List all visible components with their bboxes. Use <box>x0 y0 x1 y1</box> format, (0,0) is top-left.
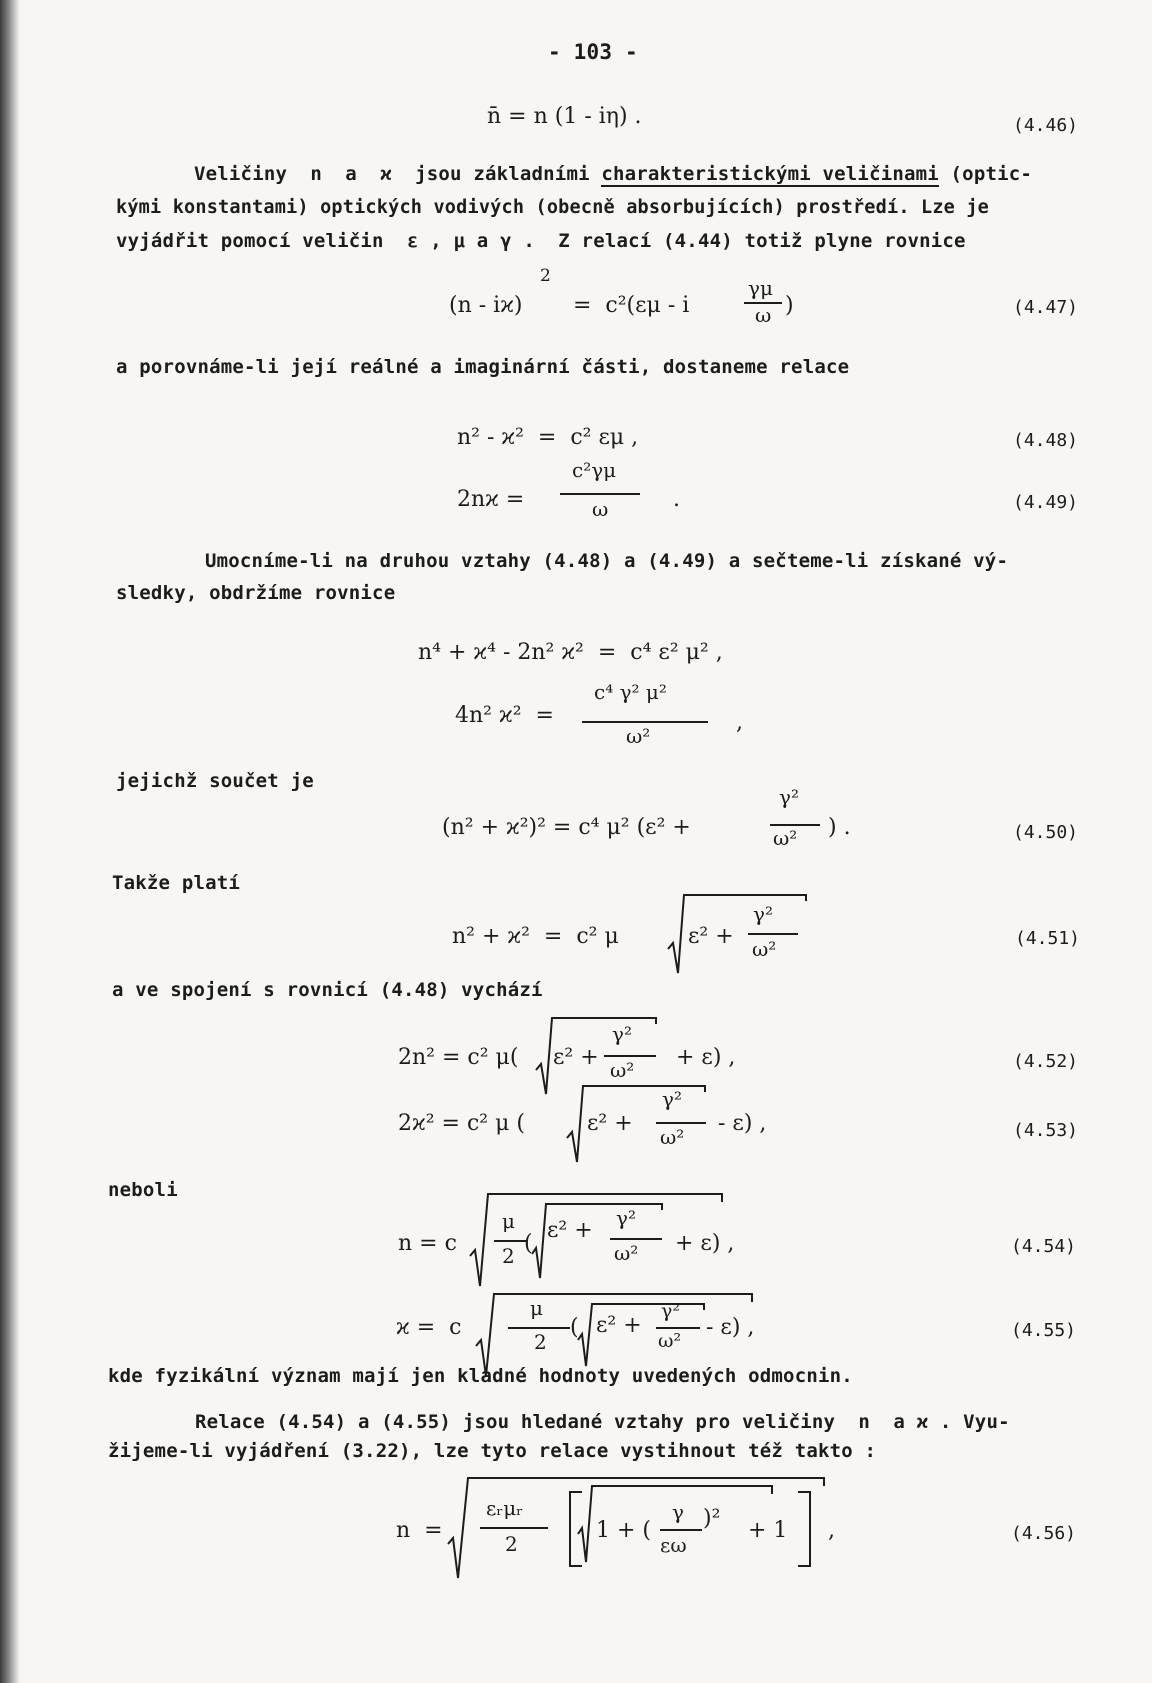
equation-4-56-exponent: )² <box>703 1506 721 1531</box>
equation-4-49-lhs: 2nϰ = <box>457 487 525 512</box>
equation-4-50-numerator: γ² <box>779 785 799 809</box>
equation-4-55-fraction-denominator: 2 <box>534 1330 547 1354</box>
text-run: (optic- <box>938 163 1033 185</box>
paragraph-9-line-1: Relace (4.54) a (4.55) jsou hledané vztahy pro veličiny n a ϰ . Vyu- <box>195 1411 1010 1433</box>
equation-4-53-numerator: γ² <box>662 1087 682 1111</box>
equation-label-4-53: (4.53) <box>1013 1120 1079 1141</box>
equation-4-50-denominator: ω² <box>773 826 798 850</box>
paragraph-3-line-2: sledky, obdržíme rovnice <box>116 582 396 604</box>
equation-4-47-close: ) <box>785 293 794 318</box>
equation-4-47-denominator: ω <box>755 303 772 327</box>
equation-4-54-radicand: ε² + <box>547 1218 593 1243</box>
equation-4-47-numerator: γμ <box>748 276 773 300</box>
page-binding-shadow <box>0 0 20 1683</box>
equation-4-51-radicand: ε² + <box>688 924 734 949</box>
equation-label-4-47: (4.47) <box>1013 297 1079 318</box>
equation-4-46: n̄ = n (1 - iη) . <box>487 104 642 129</box>
equation-4-54-lhs: n = c <box>398 1231 457 1256</box>
fraction-bar <box>660 1529 702 1531</box>
paragraph-9-line-2: žijeme-li vyjádření (3.22), lze tyto relace vystihnout též takto : <box>108 1440 877 1462</box>
text-line-7: neboli <box>108 1179 178 1201</box>
equation-4-49-period: . <box>673 487 680 512</box>
equation-product-lhs: 4n² ϰ² = <box>455 703 554 728</box>
equation-4-56-lhs: n = <box>396 1518 443 1543</box>
equation-4-55-radicand: ε² + <box>596 1313 642 1338</box>
equation-4-54-numerator: γ² <box>616 1206 636 1230</box>
equation-4-52-lhs: 2n² = c² μ( <box>398 1045 519 1070</box>
paragraph-1-line-3: vyjádřit pomocí veličin ε , μ a γ . Z relací (4.44) totiž plyne rovnice <box>116 230 966 252</box>
fraction-bar <box>656 1327 700 1329</box>
equation-label-4-49: (4.49) <box>1013 492 1079 513</box>
fraction-bar <box>748 933 798 935</box>
equation-label-4-50: (4.50) <box>1013 822 1079 843</box>
equation-4-49-denominator: ω <box>592 497 609 521</box>
text-line-4: jejichž součet je <box>116 770 314 792</box>
text-line-2: a porovnáme-li její reálné a imaginární části, dostaneme relace <box>116 356 850 378</box>
fraction-bar <box>582 721 708 723</box>
equation-4-48: n² - ϰ² = c² εμ , <box>457 425 639 450</box>
equation-4-55-lhs: ϰ = c <box>396 1315 462 1340</box>
equation-4-56-denominator: εω <box>660 1533 687 1557</box>
equation-label-4-56: (4.56) <box>1011 1523 1077 1544</box>
equation-4-52-radicand: ε² + <box>553 1045 599 1070</box>
equation-4-53-lhs: 2ϰ² = c² μ ( <box>398 1111 525 1136</box>
equation-4-55-numerator: γ² <box>661 1300 680 1322</box>
equation-label-4-48: (4.48) <box>1013 430 1079 451</box>
paragraph-1-line-2: kými konstantami) optických vodivých (obecně absorbujících) prostředí. Lze je <box>116 197 990 218</box>
equation-4-52-tail: + ε) , <box>676 1045 736 1070</box>
equation-4-51-denominator: ω² <box>752 937 777 961</box>
equation-4-55-tail: - ε) , <box>706 1315 755 1340</box>
equation-4-56-fraction-denominator: 2 <box>505 1532 518 1556</box>
equation-product-comma: , <box>736 710 743 735</box>
paragraph-3-line-1: Umocníme-li na druhou vztahy (4.48) a (4.49) a sečteme-li získané vý- <box>205 550 1009 572</box>
equation-4-47-rhs: = c²(εμ - i <box>573 293 690 318</box>
equation-label-4-55: (4.55) <box>1011 1320 1077 1341</box>
equation-4-47-exponent: 2 <box>540 266 551 286</box>
fraction-bar <box>656 1122 706 1124</box>
fraction-bar <box>508 1327 570 1329</box>
equation-4-55-paren: ( <box>570 1315 579 1340</box>
equation-product-denominator: ω² <box>626 724 651 748</box>
equation-4-50-close: ) . <box>828 815 851 840</box>
fraction-bar <box>604 1055 656 1057</box>
equation-4-54-fraction-numerator: μ <box>502 1209 515 1233</box>
text-line-5: Takže platí <box>112 872 241 894</box>
equation-4-55-fraction-numerator: μ <box>530 1296 543 1320</box>
equation-4-56-plus-one: + 1 <box>748 1518 788 1543</box>
equation-label-4-54: (4.54) <box>1011 1236 1077 1257</box>
equation-4-47-lhs: (n - iϰ) <box>449 293 523 318</box>
equation-sum-of-fourth-powers: n⁴ + ϰ⁴ - 2n² ϰ² = c⁴ ε² μ² , <box>418 640 723 665</box>
equation-label-4-46: (4.46) <box>1013 115 1079 136</box>
paragraph-1-line-1 <box>194 163 1032 185</box>
equation-4-56-numerator: γ <box>672 1500 684 1524</box>
equation-label-4-52: (4.52) <box>1013 1051 1079 1072</box>
equation-4-54-paren: ( <box>524 1231 533 1256</box>
equation-label-4-51: (4.51) <box>1015 928 1081 949</box>
equation-4-52-denominator: ω² <box>610 1058 635 1082</box>
equation-4-53-tail: - ε) , <box>718 1111 767 1136</box>
text-line-6: a ve spojení s rovnicí (4.48) vychází <box>112 979 543 1001</box>
equation-4-52-numerator: γ² <box>612 1022 632 1046</box>
equation-product-numerator: c⁴ γ² μ² <box>594 680 667 704</box>
equation-4-54-fraction-denominator: 2 <box>502 1244 515 1268</box>
text-run: Veličiny n a ϰ jsou základními <box>194 163 602 185</box>
fraction-bar <box>560 493 640 495</box>
fraction-bar <box>610 1238 662 1240</box>
equation-4-55-denominator: ω² <box>658 1330 682 1352</box>
equation-4-53-denominator: ω² <box>660 1125 685 1149</box>
underlined-term: charakteristickými veličinami <box>601 163 939 185</box>
equation-4-51-lhs: n² + ϰ² = c² μ <box>452 924 619 949</box>
equation-4-50: (n² + ϰ²)² = c⁴ μ² (ε² + <box>442 815 691 840</box>
equation-4-49-numerator: c²γμ <box>572 458 617 482</box>
equation-4-51-numerator: γ² <box>753 902 773 926</box>
equation-4-53-radicand: ε² + <box>587 1111 633 1136</box>
equation-4-54-tail: + ε) , <box>675 1231 735 1256</box>
page-number: - 103 - <box>548 40 638 64</box>
equation-4-54-denominator: ω² <box>614 1241 639 1265</box>
fraction-bar <box>494 1240 526 1242</box>
equation-4-56-fraction-numerator: εᵣμᵣ <box>486 1496 524 1520</box>
square-bracket-right <box>794 1490 814 1570</box>
fraction-bar <box>480 1527 548 1529</box>
text-line-8: kde fyzikální význam mají jen kladné hodnoty uvedených odmocnin. <box>108 1365 853 1387</box>
equation-4-56-comma: , <box>828 1518 835 1543</box>
equation-4-56-one-plus: 1 + ( <box>596 1518 651 1543</box>
